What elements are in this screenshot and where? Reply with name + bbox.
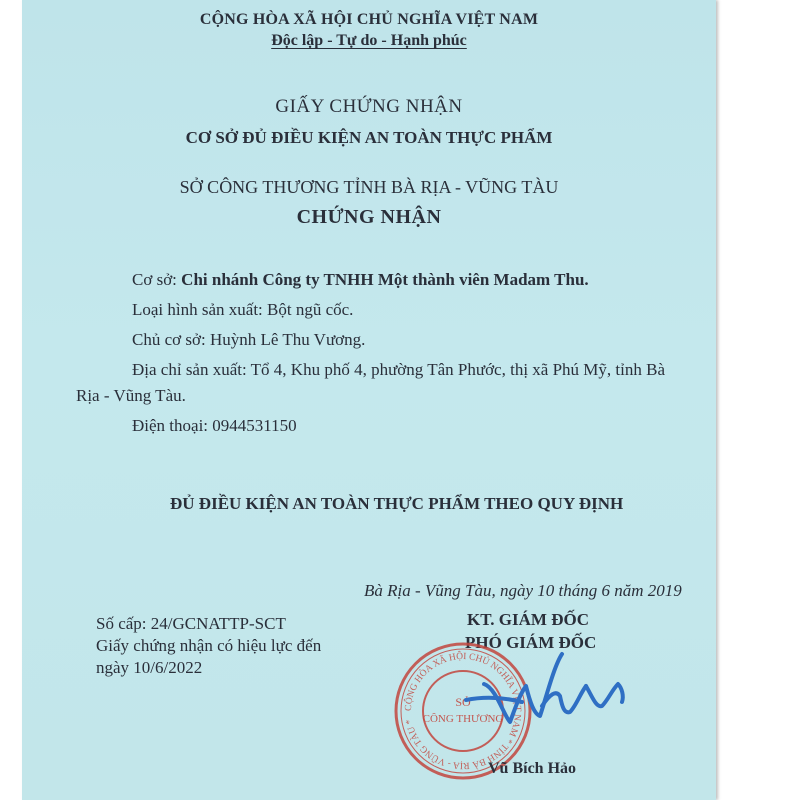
stamp-center-bottom: CÔNG THƯƠNG <box>422 713 504 725</box>
facility-label: Cơ sở: <box>132 270 177 289</box>
phone-field: Điện thoại: 0944531150 <box>132 416 297 435</box>
address-field-line1: Địa chỉ sản xuất: Tổ 4, Khu phố 4, phường Tân Phước, thị xã Phú Mỹ, tỉnh Bà <box>132 360 665 379</box>
validity-line-2: ngày 10/6/2022 <box>96 658 203 677</box>
stamp-ring-text: CỘNG HÒA XÃ HỘI CHỦ NGHĨA VIỆT NAM * TỈNH BÀ RỊA - VŨNG TÀU * <box>403 651 523 771</box>
certificate-title: GIẤY CHỨNG NHẬN <box>275 96 463 117</box>
conclusion-statement: ĐỦ ĐIỀU KIỆN AN TOÀN THỰC PHẨM THEO QUY ĐỊNH <box>170 494 624 513</box>
production-type-field: Loại hình sản xuất: Bột ngũ cốc. <box>132 300 354 319</box>
facility-field <box>132 270 589 290</box>
national-motto: Độc lập - Tự do - Hạnh phúc <box>271 32 467 49</box>
facility-value: Chi nhánh Công ty TNHH Một thành viên Madam Thu. <box>181 270 589 289</box>
certificate-paper <box>22 0 716 800</box>
signer-name: Vũ Bích Hảo <box>488 760 577 777</box>
address-field-line2: Rịa - Vũng Tàu. <box>76 386 186 405</box>
certificate-subtitle: CƠ SỞ ĐỦ ĐIỀU KIỆN AN TOÀN THỰC PHẨM <box>185 128 553 147</box>
issuing-authority: SỞ CÔNG THƯƠNG TỈNH BÀ RỊA - VŨNG TÀU <box>179 177 559 197</box>
signatory-title-2: PHÓ GIÁM ĐỐC <box>465 633 597 652</box>
owner-field: Chủ cơ sở: Huỳnh Lê Thu Vương. <box>132 330 366 349</box>
place-date: Bà Rịa - Vũng Tàu, ngày 10 tháng 6 năm 2019 <box>364 581 682 600</box>
national-header: CỘNG HÒA XÃ HỘI CHỦ NGHĨA VIỆT NAM <box>199 11 539 28</box>
certifies-heading: CHỨNG NHẬN <box>296 206 442 228</box>
handwritten-signature <box>446 636 632 736</box>
signatory-title-1: KT. GIÁM ĐỐC <box>467 610 589 629</box>
stamp-center-top: SỞ <box>455 695 471 709</box>
certificate-number: Số cấp: 24/GCNATTP-SCT <box>96 614 286 633</box>
validity-line-1: Giấy chứng nhận có hiệu lực đến <box>96 636 322 655</box>
